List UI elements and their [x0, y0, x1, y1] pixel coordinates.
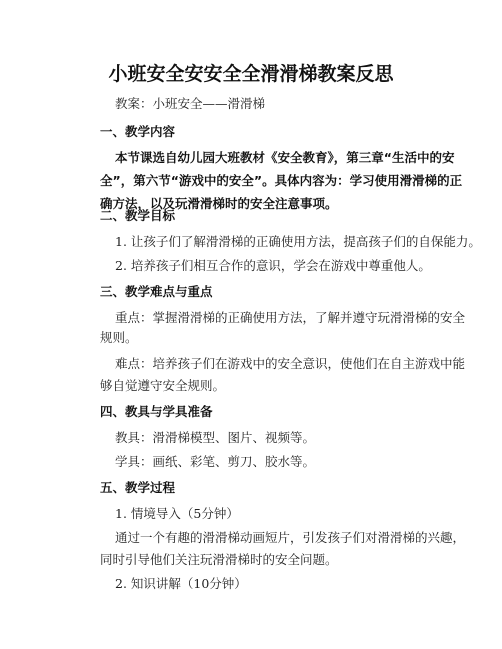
materials-student: 学具：画纸、彩笔、剪刀、胶水等。: [115, 454, 316, 469]
content-line-3: 确方法，以及玩滑滑梯时的安全注意事项。: [100, 196, 338, 211]
objective-item-2: 2. 培养孩子们相互合作的意识，学会在游戏中尊重他人。: [115, 258, 431, 273]
content-line-1: 本节课选自幼儿园大班教材《安全教育》，第三章“生活中的安: [115, 150, 455, 165]
document-title: 小班安全安安全全滑滑梯教案反思: [108, 63, 394, 85]
document-subtitle: 教案：小班安全——滑滑梯: [115, 96, 266, 111]
content-line-2: 全”，第六节“游戏中的安全”。具体内容为：学习使用滑滑梯的正: [100, 173, 463, 188]
difficulty-line-2: 够自觉遵守安全规则。: [100, 378, 226, 393]
keypoint-line-1: 重点：掌握滑滑梯的正确使用方法，了解并遵守玩滑滑梯的安全: [115, 310, 466, 325]
process-step-1: 1. 情境导入（5分钟）: [115, 506, 239, 521]
section-heading-content: 一、教学内容: [100, 124, 176, 139]
section-heading-keypoints: 三、教学难点与重点: [100, 284, 213, 299]
keypoint-line-2: 规则。: [100, 330, 138, 345]
process-step-1-line-1: 通过一个有趣的滑滑梯动画短片，引发孩子们对滑滑梯的兴趣，: [115, 530, 466, 545]
materials-teacher: 教具：滑滑梯模型、图片、视频等。: [115, 430, 316, 445]
section-heading-objectives: 二、教学目标: [100, 208, 176, 223]
objective-item-1: 1. 让孩子们了解滑滑梯的正确使用方法，提高孩子们的自保能力。: [115, 234, 481, 249]
section-heading-process: 五、教学过程: [100, 480, 176, 495]
difficulty-line-1: 难点：培养孩子们在游戏中的安全意识，使他们在自主游戏中能: [115, 356, 466, 371]
process-step-1-line-2: 同时引导他们关注玩滑滑梯时的安全问题。: [100, 552, 338, 567]
process-step-2: 2. 知识讲解（10分钟）: [115, 576, 247, 591]
section-heading-materials: 四、教具与学具准备: [100, 404, 213, 419]
